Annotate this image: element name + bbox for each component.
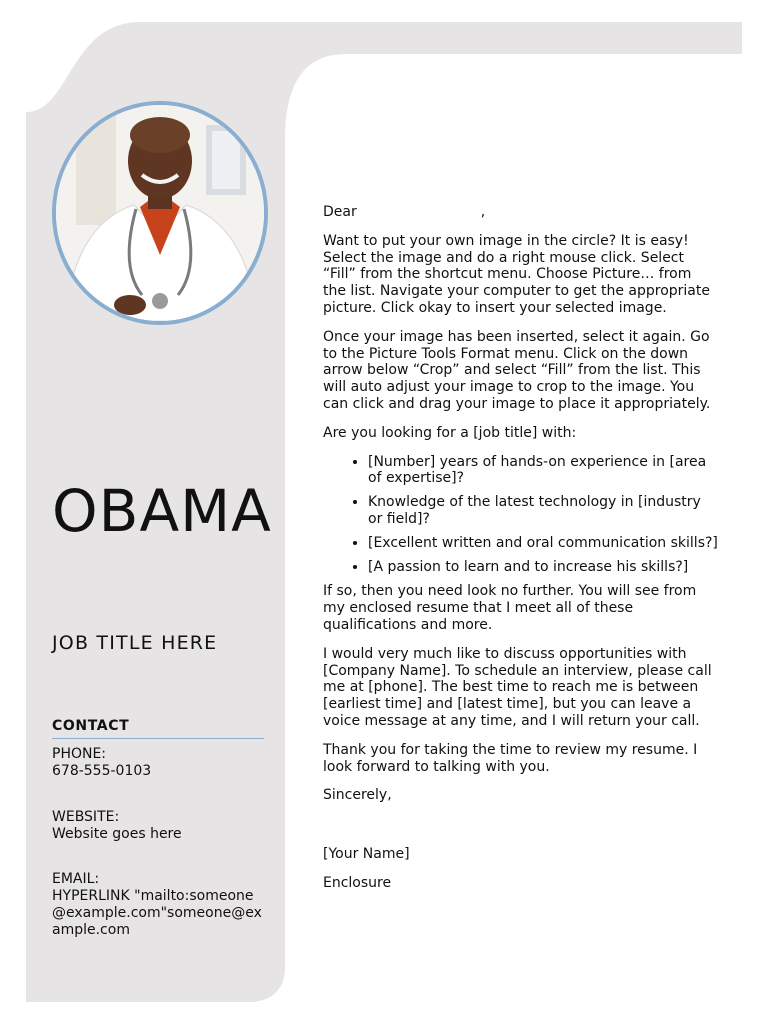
closing: Sincerely, — [323, 787, 392, 804]
phone-value: 678-555-0103 — [52, 763, 152, 779]
contact-website — [52, 809, 272, 843]
contact-heading: CONTACT — [52, 718, 130, 734]
salutation-text: Dear — [323, 204, 357, 220]
list-item: • [Number] years of hands-on experience in [area of expertise]? — [368, 454, 718, 488]
email-value[interactable]: HYPERLINK "mailto:someone@example.com"someone@example.com — [52, 888, 262, 938]
contact-email — [52, 871, 262, 939]
phone-label: PHONE: — [52, 746, 107, 762]
website-value[interactable]: Website goes here — [52, 826, 182, 842]
applicant-name: OBAMA — [52, 477, 272, 545]
paragraph-5: I would very much like to discuss opportunities with [Company Name]. To schedule an interview, please call me at [phone]. The best time to reach me is between [earliest time] and [latest time], but you can leave a voice message at any time, and I will return your call. — [323, 645, 712, 729]
website-label: WEBSITE: — [52, 809, 120, 825]
list-item: • [A passion to learn and to increase his skills?] — [368, 559, 718, 576]
paragraph-6: Thank you for taking the time to review my resume. I look forward to talking with you. — [323, 741, 698, 775]
cover-letter-body — [323, 204, 718, 904]
doctor-portrait-icon — [56, 105, 264, 321]
paragraph-2: Once your image has been inserted, select it again. Go to the Picture Tools Format menu. Click on the down arrow below “Crop” and select “Fill” from the list. This will auto adjust your image to crop to the image. You can click and drag your image to place it appropriately. — [323, 328, 711, 412]
profile-photo[interactable] — [52, 101, 268, 325]
signature: [Your Name] — [323, 846, 410, 863]
contact-divider — [52, 738, 264, 739]
paragraph-4: If so, then you need look no further. You will see from my enclosed resume that I meet all of these qualifications and more. — [323, 583, 697, 633]
paragraph-1: Want to put your own image in the circle? It is easy! Select the image and do a right mouse click. Select “Fill” from the shortcut menu. Choose Picture… from the list. Navigate your computer to get the appropriate picture. Click okay to insert your selected image. — [323, 232, 710, 316]
list-item: • Knowledge of the latest technology in [industry or field]? — [368, 494, 718, 528]
qualifications-list — [323, 454, 718, 576]
salutation-comma: , — [480, 204, 486, 220]
enclosure: Enclosure — [323, 874, 392, 891]
list-item: • [Excellent written and oral communication skills?] — [368, 535, 718, 552]
email-label: EMAIL: — [52, 871, 100, 887]
contact-phone — [52, 746, 272, 780]
salutation — [323, 204, 718, 221]
paragraph-3: Are you looking for a [job title] with: — [323, 424, 577, 441]
job-title: JOB TITLE HERE — [52, 632, 218, 654]
